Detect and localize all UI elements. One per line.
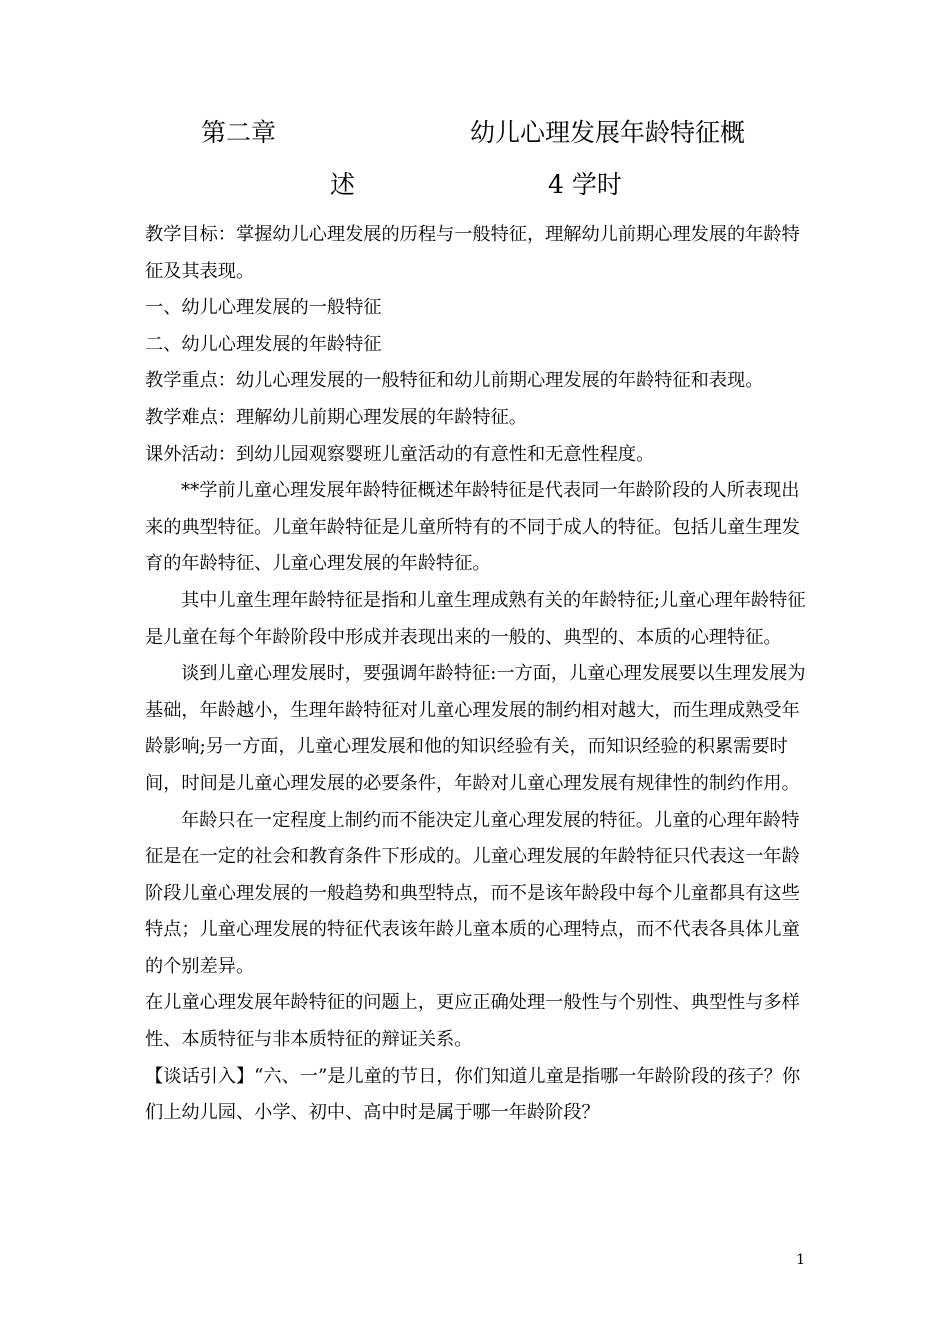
body-paragraph: 年龄只在一定程度上制约而不能决定儿童心理发展的特征。儿童的心理年龄特征是在一定的社会和教育条件下形成的。儿童心理发展的年龄特征只代表这一年龄阶段儿童心理发展的一般趋势和典型特点，而不是该年龄段中每个儿童都具有这些特点；儿童心理发展的特征代表该年龄儿童本质的心理特点，而不代表各具体儿童的个别差异。 (145, 809, 800, 977)
body-paragraph: 在儿童心理发展年龄特征的问题上，更应正确处理一般性与个别性、典型性与多样性、本质特征与非本质特征的辩证关系。 (145, 992, 800, 1051)
page-number: 1 (796, 1252, 805, 1268)
discussion-intro: 【谈话引入】“六、一”是儿童的节日，你们知道儿童是指哪一年龄阶段的孩子？你们上幼儿园、小学、初中、高中时是属于哪一年龄阶段？ (145, 1065, 801, 1124)
extracurricular-activity: 课外活动：到幼儿园观察婴班儿童活动的有意性和无意性程度。 (145, 443, 655, 465)
outline-item-1: 一、幼儿心理发展的一般特征 (145, 297, 382, 319)
body-paragraph: **学前儿童心理发展年龄特征概述年龄特征是代表同一年龄阶段的人所表现出来的典型特征。儿童年龄特征是儿童所特有的不同于成人的特征。包括儿童生理发育的年龄特征、儿童心理发展的年龄特征。 (145, 480, 800, 575)
title-chapter-name-part2: 述 (330, 170, 356, 199)
teaching-key-points: 教学重点：幼儿心理发展的一般特征和幼儿前期心理发展的年龄特征和表现。 (145, 370, 764, 392)
document-body (145, 217, 815, 1132)
teaching-difficulties: 教学难点：理解幼儿前期心理发展的年龄特征。 (145, 406, 527, 428)
title-chapter-label: 第二章 (201, 118, 277, 147)
body-paragraph: 其中儿童生理年龄特征是指和儿童生理成熟有关的年龄特征;儿童心理年龄特征是儿童在每个年龄阶段中形成并表现出来的一般的、典型的、本质的心理特征。 (145, 589, 806, 648)
title-chapter-name-part1: 幼儿心理发展年龄特征概 (470, 118, 746, 147)
body-paragraph: 谈到儿童心理发展时，要强调年龄特征:一方面，儿童心理发展要以生理发展为基础，年龄越小，生理年龄特征对儿童心理发展的制约相对越大，而生理成熟受年龄影响;另一方面，儿童心理发展和他的知识经验有关，而知识经验的积累需要时间，时间是儿童心理发展的必要条件，年龄对儿童心理发展有规律性的制约作用。 (145, 663, 806, 794)
teaching-objectives: 教学目标：掌握幼儿心理发展的历程与一般特征，理解幼儿前期心理发展的年龄特征及其表现。 (145, 224, 800, 282)
title-hours: 4 学时 (548, 170, 622, 199)
outline-item-2: 二、幼儿心理发展的年龄特征 (145, 333, 382, 355)
